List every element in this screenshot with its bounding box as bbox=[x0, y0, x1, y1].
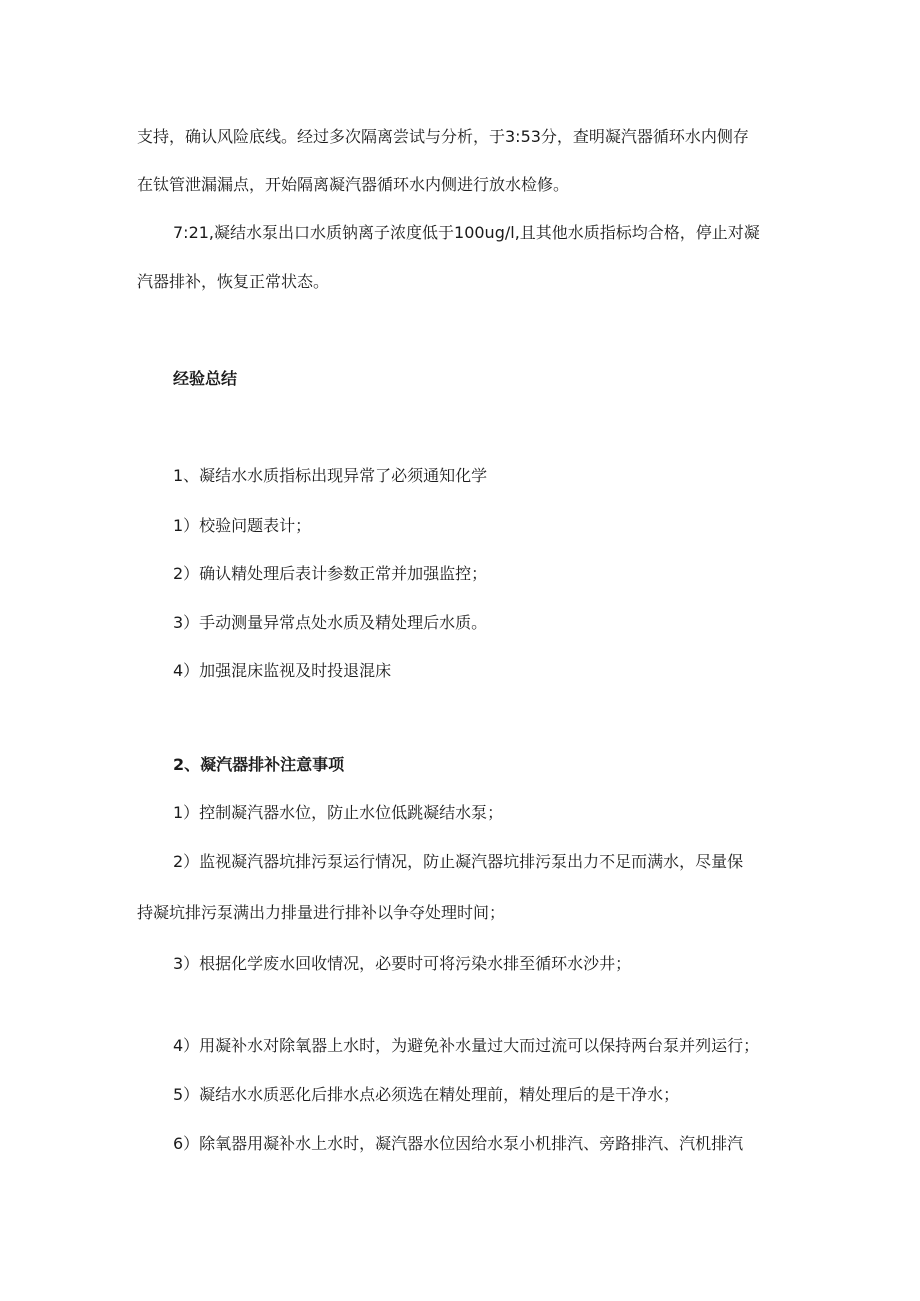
section2-item-5: 5）凝结水水质恶化后排水点必须选在精处理前，精处理后的是干净水； bbox=[173, 1085, 680, 1104]
section1-item-4: 4）加强混床监视及时投退混床 bbox=[173, 661, 392, 680]
intro-line-1: 支持，确认风险底线。经过多次隔离尝试与分析，于3:53分，查明凝汽器循环水内侧存 bbox=[137, 127, 749, 146]
section1-title: 1、凝结水水质指标出现异常了必须通知化学 bbox=[173, 466, 488, 485]
section2-item-2-cont: 持凝坑排污泵满出力排量进行排补以争夺处理时间； bbox=[137, 903, 506, 922]
section2-item-2: 2）监视凝汽器坑排污泵运行情况，防止凝汽器坑排污泵出力不足而满水，尽量保 bbox=[173, 852, 744, 871]
section2-item-3: 3）根据化学废水回收情况，必要时可将污染水排至循环水沙井； bbox=[173, 954, 632, 973]
intro-line-2: 在钛管泄漏漏点，开始隔离凝汽器循环水内侧进行放水检修。 bbox=[137, 175, 570, 194]
section1-item-2: 2）确认精处理后表计参数正常并加强监控； bbox=[173, 564, 488, 583]
event-line-2: 汽器排补，恢复正常状态。 bbox=[137, 272, 330, 291]
section2-title: 2、凝汽器排补注意事项 bbox=[173, 755, 345, 774]
section2-item-6: 6）除氧器用凝补水上水时，凝汽器水位因给水泵小机排汽、旁路排汽、汽机排汽 bbox=[173, 1134, 744, 1153]
event-line-1: 7:21,凝结水泵出口水质钠离子浓度低于100ug/l,且其他水质指标均合格，停止对凝 bbox=[173, 223, 760, 242]
section2-item-4: 4）用凝补水对除氧器上水时，为避免补水量过大而过流可以保持两台泵并列运行； bbox=[173, 1036, 760, 1055]
summary-heading: 经验总结 bbox=[173, 369, 238, 388]
section1-item-3: 3）手动测量异常点处水质及精处理后水质。 bbox=[173, 613, 488, 632]
section2-item-1: 1）控制凝汽器水位，防止水位低跳凝结水泵； bbox=[173, 803, 504, 822]
section1-item-1: 1）校验问题表计； bbox=[173, 516, 312, 535]
